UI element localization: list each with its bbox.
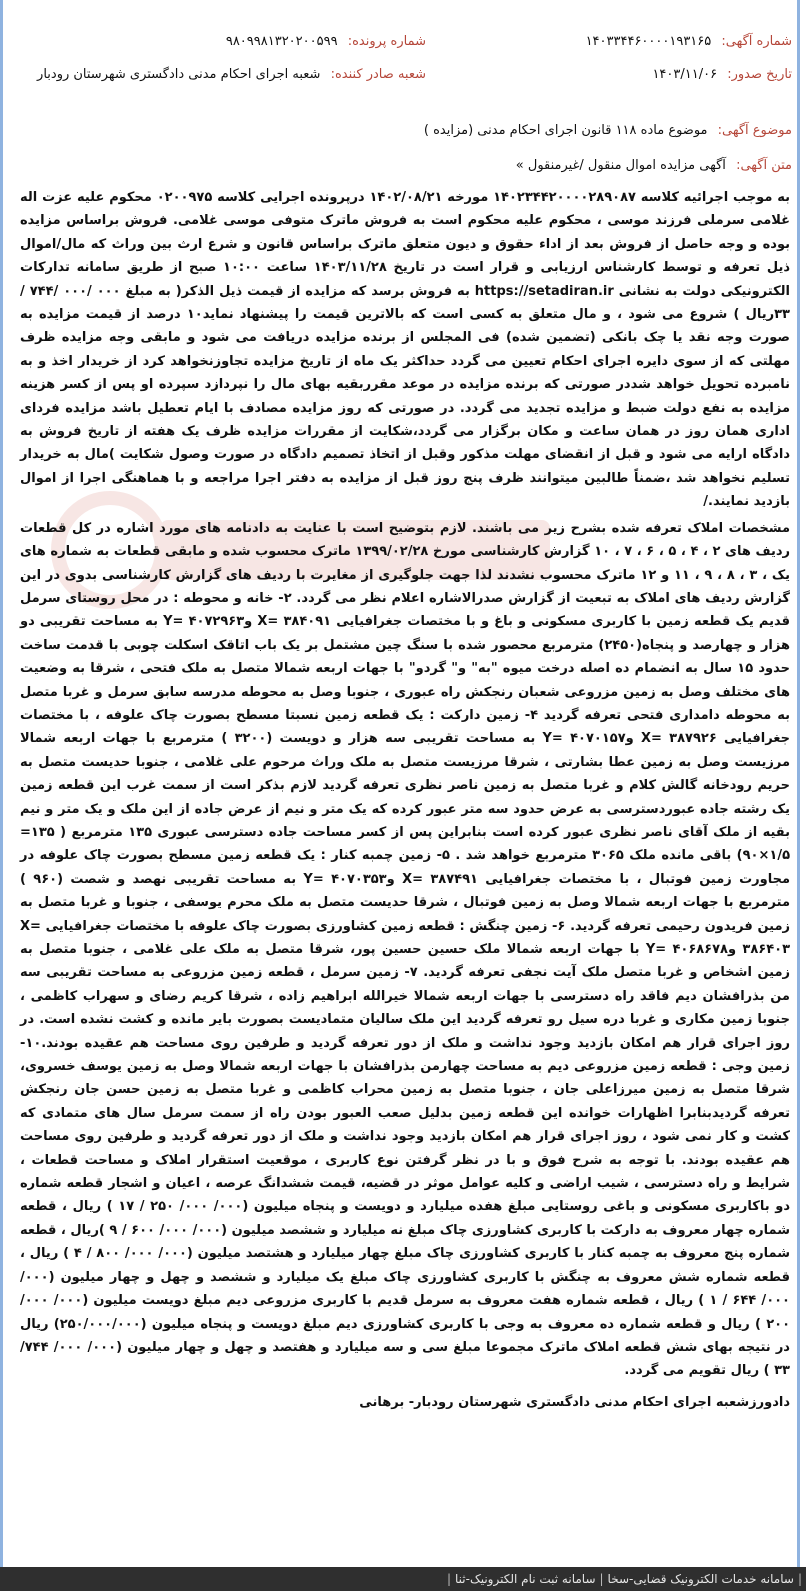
body-paragraph-1: به موجب اجرائیه کلاسه ۱۴۰۲۳۴۴۲۰۰۰۰۲۸۹۰۸۷ مورخه ۱۴۰۲/۰۸/۲۱ درپرونده اجرایی کلاسه ۰۲۰۰۹۷۵ محکوم علیه عزت اله غلامی سرملی فرزند موسی ، محکوم علیه محکوم است به فروش ماترک متوفی موسی غلامی. فروش براساس مزایده بوده و وجه حاصل از فروش بعد از اداء حقوق و دیون متعلق ماترک براساس قانون و شرع ارث بین وراث که مال/اموال ذیل تعرفه و توسط کارشناس ارزیابی و قرار است در تاریخ ۱۴۰۳/۱۱/۲۸ ساعت ۱۰:۰۰ صبح از طریق سامانه تدارکات الکترونیکی دولت به نشانی https://setadiran.ir به فروش برسد که مزایده از قیمت ذیل الذکر( به مبلغ ۰۰۰ /۰۰۰ /۷۴۴ / ۳۳ریال ) شروع می شود ، و مال متعلق به کسی است که بالاترین قیمت را پیشنهاد نماید۱۰ درصد از قیمت مزایده به صورت وجه نقد یا چک بانکی (تضمین شده) فی المجلس از برنده مزایده دریافت می شود و مابقی وجه مزایده ظرف مهلتی که از سوی دایره اجرای احکام تعیین می گردد حداکثر یک ماه از تاریخ مزایده تجاوزنخواهد کرد از خریدار اخذ و به نامبرده تحویل خواهد شددر صورتی که برنده مزایده در موعد مقرربقیه بهای مال را نپردازد سپرده او پس از کسر هزینه مزایده به نفع دولت ضبط و مزایده تجدید می گردد. در صورتی که روز مزایده مصادف با ایام تعطیل باشد مزایده فردای اداری همان روز در همان ساعت و مکان برگزار می گردد،شکایت از مقررات مزایده ظرف یک هفته از تاریخ فروش به دادگاه ارایه می شود و قبل از انقضای مهلت مذکور وقبل از اتخاذ تصمیم دادگاه در صورت وصول شکایت )مال به خریدار تسلیم نخواهد شد ،ضمناً طالبین میتوانند ظرف پنج روز قبل از مزایده به دفتر اجرا مراجعه و با هماهنگی اجرا از اموال بازدید نمایند./ — [20, 190, 791, 510]
footer-separator: | — [599, 1572, 604, 1586]
issuer-label: شعبه صادر کننده: — [330, 67, 426, 82]
case-number-label: شماره پرونده: — [347, 34, 426, 49]
issue-date-value: ۱۴۰۳/۱۱/۰۶ — [652, 67, 718, 82]
text-value: آگهی مزایده اموال منقول /غیرمنقول » — [515, 158, 726, 173]
ad-number-value: ۱۴۰۳۳۴۴۶۰۰۰۰۱۹۳۱۶۵ — [585, 34, 712, 49]
footer-link-sana[interactable]: سامانه ثبت نام الکترونیک-ثنا — [455, 1572, 596, 1586]
ad-number — [586, 34, 792, 49]
issue-date-label: تاریخ صدور: — [727, 67, 792, 82]
text-label: متن آگهی: — [736, 158, 792, 173]
ad-text-heading — [516, 158, 792, 173]
subject-value: موضوع ماده ۱۱۸ قانون اجرای احکام مدنی (مزایده ) — [423, 123, 708, 138]
issue-date — [652, 67, 792, 82]
body-paragraph-2: مشخصات املاک تعرفه شده بشرح زیر می باشند. لازم بتوضیح است با عنایت به دادنامه های مورد اشاره در کل قطعات ردیف های ۲ ، ۴ ، ۵ ، ۶ ، ۷ ، ۱۰ گزارش کارشناسی مورخ ۱۳۹۹/۰۲/۲۸ ماترک محسوب شده و مابقی قطعات به شماره های یک ، ۳ ، ۸ ، ۹ ، ۱۱ و ۱۲ ماترک محسوب نشدند لذا جهت جلوگیری از مغایرت با ردیف های گزارش کارشناسی بدوی در این گزارش ردیف های املاک به تبعیت از گزارش صدرالاشاره اعلام نظر می گردد. ۲- خانه و محوطه : در محل روستای سرمل قدیم یک قطعه زمین با کاربری مسکونی و باغ و با مختصات جغرافیایی X= ۳۸۴۰۹۱ وY= ۴۰۷۲۹۶۳ به مساحت تقریبی دو هزار و چهارصد و پنجاه(۲۴۵۰) مترمربع محصور شده با سنگ چین مشتمل بر یک باب اتاقک اسکلت چوبی با قدمت ساخت حدود ۱۵ سال به انضمام ده اصله درخت میوه "به" و" گردو" با جهات اربعه شمالا متصل به ملک فتحی ، شرقا به وضعیت های مختلف وصل به زمین مزروعی شعبان رنجکش راه عبوری ، جنوبا وصل به محوطه مدرسه سابق سرمل و غربا متصل به محوطه دامداری فتحی تعرفه گردید ۴- زمین دارکت : یک قطعه زمین نسبتا مسطح بصورت چاک علوفه ، با مختصات جغرافیایی X= ۳۸۷۹۲۶ وY= ۴۰۷۰۱۵۷ به مساحت تقریبی سه هزار و دویست (۳۲۰۰ ) مترمربع با جهات اربعه شمالا مرزیست وصل به زمین عطا بشارتی ، شرقا مرزیست متصل به ملک وراث مرحوم علی غلامی ، جنوبا حدیست متصل به حریم رودخانه گالش کلام و غربا متصل به زمین ناصر نظری تعرفه گردید لازم بذکر است از سمت غرب این قطعه زمین یک رشته جاده عبوردسترسی به عرض حدود سه متر عبور کرده که یک متر و نیم از عرض جاده از این ملک و یک متر و نیم بقیه از ملک آقای ناصر نظری عبور کرده است بنابراین پس از کسر مساحت جاده دسترسی عبوری ۱۳۵ مترمربع ( ۱۳۵= ۱/۵×۹۰) باقی مانده ملک ۳۰۶۵ مترمربع خواهد شد . ۵- زمین چمبه کنار : یک قطعه زمین مسطح بصورت چاک علوفه در مجاورت زمین فوتبال ، با مختصات جغرافیایی X= ۳۸۷۴۹۱ وY= ۴۰۷۰۳۵۳ به مساحت تقریبی نهصد و شصت (۹۶۰ ) مترمربع با جهات اربعه شمالا وصل به زمین فوتبال ، شرقا حدیست متصل به ملک محرم یوسفی ، جنوبا و غربا متصل به زمین فریدون رحیمی تعرفه گردید. ۶- زمین چنگش : قطعه زمین کشاورزی بصورت چاک علوفه با مختصات جغرافیایی X= ۳۸۶۴۰۳ وY= ۴۰۶۸۶۷۸ با جهات اربعه شمالا ملک حسین حسین پور، شرقا متصل به ملک علی غلامی ، جنوبا متصل به زمین اشخاص و غربا متصل ملک آیت نجفی تعرفه گردید. ۷- زمین سرمل ، قطعه زمین مزروعی به مساحت تقریبی سه من بذرافشان دیم فاقد راه دسترسی با جهات اربعه شمالا خیرالله ابراهیم زاده ، شرقا کریم رضای و سهراب کاظمی ، جنوبا زمین مکاری و غربا دره سیل رو تعرفه گردید این ملک سالیان متمادیست بصورت بایر مانده و کشت نشده است. در روز اجرای قرار هم امکان بازدید وجود نداشت و ملک از دور تعرفه گردید و طرفین روی مساحت هم عقیده بودند.۱۰- زمین وجی : قطعه زمین مزروعی دیم به مساحت چهارمن بذرافشان با جهات اربعه شمالا وصل به زمین یوسف خسروی، شرقا متصل به زمین میرزاعلی جان ، جنوبا متصل به زمین محراب کاظمی و غربا متصل به زمین حسن جان رنجکش تعرفه گردیدبنابرا اظهارات خوانده این قطعه زمین بدلیل صعب العبور بودن راه از سمت سرمل سال های متمادی که کشت و کار نمی شود ، روز اجرای قرار هم امکان بازدید وجود نداشت و ملک از دور تعرفه گردید و طرفین روی مساحت هم عقیده بودند. با توجه به شرح فوق و با در نظر گرفتن نوع کاربری ، موقعیت استقرار املاک و مساحت قطعات ، شرایط و راه دسترسی ، شیب اراضی و کلیه عوامل موثر در قضیه، قیمت ششدانگ عرصه ، اعیان و اشجار قطعه شماره دو باکاربری مسکونی و باغی روستایی مبلغ هفده میلیارد و دویست و پنجاه میلیون (۰۰۰/ ۰۰۰/ ۲۵۰ / ۱۷ ) ریال ، قطعه شماره چهار معروف به دارکت با کاربری کشاورزی چاک مبلغ نه میلیارد و ششصد میلیون (۰۰۰/ ۰۰۰/ ۶۰۰ / ۹ )ریال ، قطعه شماره پنج معروف به چمبه کنار با کاربری کشاورزی چاک مبلغ چهار میلیارد و هشتصد میلیون (۰۰۰/ ۰۰۰/ ۸۰۰ / ۴ ) ریال ، قطعه شماره شش معروف به چنگش با کاربری کشاورزی چاک مبلغ یک میلیارد و ششصد و چهل و چهار میلیون (۰۰۰/ ۰۰۰/ ۶۴۴ / ۱ ) ریال ، قطعه شماره هفت معروف به سرمل قدیم با کاربری مزروعی دیم مبلغ دویست میلیون (۰۰۰/ ۰۰۰/ ۲۰۰ ) ریال و قطعه شماره ده معروف به وجی با کاربری کشاورزی دیم مبلغ دویست و پنجاه میلیون (۲۵۰/۰۰۰/۰۰۰) ریال در نتیجه بهای شش قطعه املاک ماترک مجموعا مبلغ سی و سه میلیارد و هفتصد و چهل و چهار میلیون (۰۰۰/ ۰۰۰/ ۷۴۴/ ۳۳ ) ریال تقویم می گردد. — [20, 520, 791, 1379]
ad-body — [20, 186, 790, 1414]
case-number — [226, 34, 426, 49]
ad-subject — [424, 123, 792, 138]
issuer-value: شعبه اجرای احکام مدنی دادگستری شهرستان رودبار — [37, 67, 321, 82]
ad-header — [0, 0, 806, 100]
case-number-value: ۹۸۰۹۹۸۱۳۲۰۲۰۰۵۹۹ — [225, 34, 338, 49]
issuer — [37, 67, 426, 82]
ad-number-label: شماره آگهی: — [721, 34, 792, 49]
footer-separator: | — [446, 1572, 452, 1586]
subject-label: موضوع آگهی: — [717, 123, 792, 138]
signature: دادورزشعبه اجرای احکام مدنی دادگستری شهرستان رودبار- برهانی — [359, 1394, 790, 1410]
footer-bar — [0, 1567, 806, 1591]
footer-link-sakha[interactable]: سامانه خدمات الکترونیک قضایی-سخا — [607, 1572, 794, 1586]
footer-separator: | — [797, 1572, 802, 1586]
